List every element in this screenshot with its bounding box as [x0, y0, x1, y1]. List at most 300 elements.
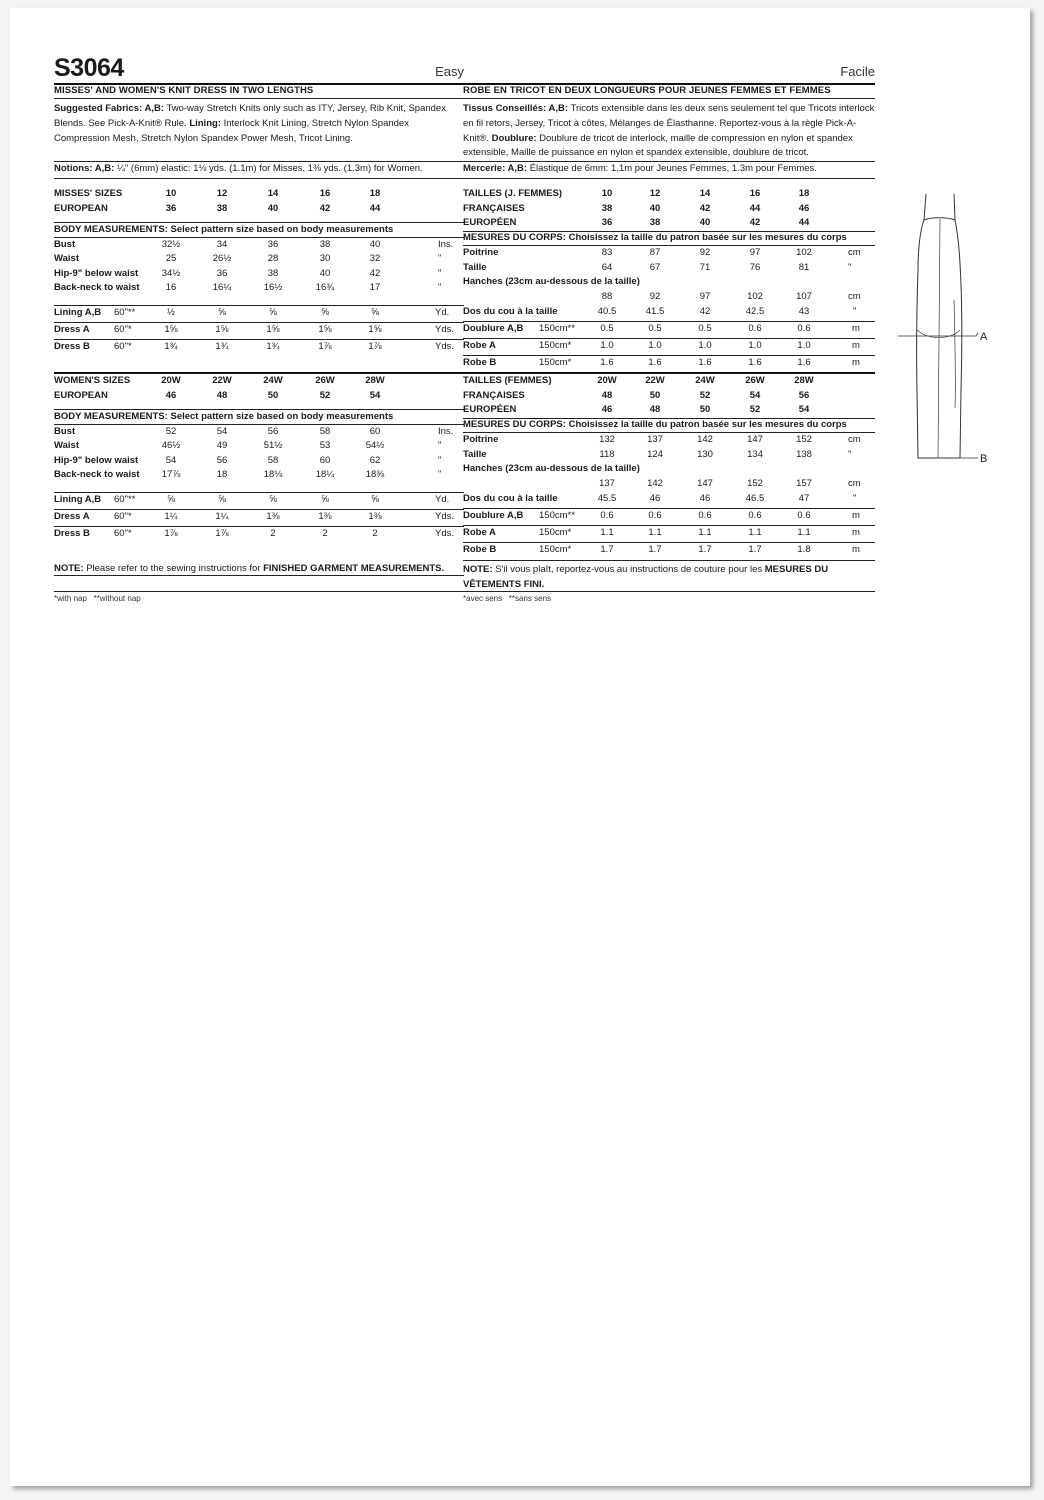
cell-value: 1.1 — [698, 526, 712, 538]
unit: " — [438, 469, 442, 481]
pattern-title: MISSES' AND WOMEN'S KNIT DRESS IN TWO LENGTHS — [54, 85, 314, 96]
sizes-row — [463, 375, 875, 389]
measurement-row — [54, 440, 464, 454]
unit: m — [852, 543, 860, 555]
cell-value: 1⅞ — [318, 340, 332, 352]
cell-value: 10 — [601, 188, 613, 199]
european-row — [54, 390, 464, 404]
pattern-title-fr: ROBE EN TRICOT EN DEUX LONGUEURS POUR JEUNES FEMMES ET FEMMES — [463, 85, 831, 96]
cell-value: 18 — [369, 188, 381, 199]
body-measurements-heading — [54, 224, 393, 235]
cell-value: 56 — [267, 425, 279, 437]
unit: cm — [848, 478, 861, 490]
cell-value: 14 — [267, 188, 279, 199]
measurement-row — [54, 426, 464, 440]
cell-value: 102 — [747, 291, 763, 303]
cell-value: 26W — [315, 375, 335, 386]
unit: cm — [848, 291, 861, 303]
row-label: Taille — [463, 261, 487, 273]
divider — [54, 409, 464, 410]
cell-value: 41.5 — [645, 305, 665, 317]
cell-value: 1.6 — [698, 356, 712, 368]
cell-value: 43 — [798, 305, 810, 317]
row-label: Hip-9" below waist — [54, 267, 139, 279]
row-label: Dress B — [54, 527, 90, 539]
cell-value: 34 — [216, 238, 228, 250]
body-measurements-heading — [54, 411, 393, 422]
row-label: EUROPEAN — [54, 202, 108, 214]
cell-value: ⅝ — [167, 493, 175, 505]
cell-value: 17 — [369, 282, 381, 294]
cell-value: 1.1 — [600, 526, 614, 538]
divider — [463, 542, 875, 543]
cell-value: 137 — [599, 478, 615, 490]
cell-value: 48 — [649, 404, 661, 415]
measurement-row — [54, 469, 464, 483]
european-row — [463, 217, 875, 231]
dress-line-drawing-icon — [898, 190, 1008, 480]
cell-value: 152 — [747, 478, 763, 490]
body-text: Select pattern size based on body measurements — [167, 410, 394, 422]
french-sizes-row — [463, 203, 875, 217]
cell-value: 40 — [649, 202, 661, 214]
cell-value: 32 — [369, 253, 381, 265]
cell-value: 54 — [798, 404, 810, 415]
row-label: Hip-9" below waist — [54, 454, 139, 466]
measurement-row — [463, 247, 875, 261]
cell-value: 40 — [267, 202, 279, 214]
cell-value: ⅝ — [269, 493, 277, 505]
cell-value: 16½ — [263, 282, 283, 294]
cell-value: 42 — [369, 267, 381, 279]
divider — [54, 322, 464, 323]
cell-value: 1.0 — [797, 339, 811, 351]
cell-value: 42 — [749, 217, 761, 228]
cell-value: 38 — [216, 202, 228, 214]
measurement-row — [54, 268, 464, 282]
cell-value: 56 — [798, 389, 810, 401]
cell-value: 38 — [601, 202, 613, 214]
fabric-width: 60"* — [114, 340, 132, 352]
divider — [54, 178, 464, 179]
cell-value: 50 — [699, 404, 711, 415]
note-bold-text: FINISHED GARMENT MEASUREMENTS. — [263, 563, 445, 574]
yardage-row — [463, 527, 875, 541]
cell-value: 71 — [699, 261, 711, 273]
cell-value: ⅝ — [218, 493, 226, 505]
back-neck-row — [463, 493, 875, 507]
note-label-fr: NOTE: — [463, 564, 493, 575]
unit: Yd. — [435, 493, 450, 505]
cell-value: 46.5 — [745, 492, 765, 504]
cell-value: 12 — [649, 188, 661, 199]
row-label: Bust — [54, 238, 76, 250]
cell-value: 0.6 — [797, 509, 811, 521]
cell-value: 1.7 — [698, 543, 712, 555]
hip-row — [463, 478, 875, 492]
cell-value: 1.7 — [600, 543, 614, 555]
cell-value: 118 — [599, 448, 615, 460]
row-label: Bust — [54, 425, 76, 437]
cell-value: 50 — [267, 389, 279, 401]
cell-value: 18¼ — [315, 469, 335, 481]
fabric-width: 60"* — [114, 323, 132, 335]
cell-value: 54 — [165, 454, 177, 466]
unit: " — [438, 267, 442, 279]
unit: m — [852, 356, 860, 368]
divider — [463, 178, 875, 179]
yardage-row — [463, 510, 875, 524]
sizes-row — [54, 188, 464, 202]
fabrics-text: Two-way Stretch Knits only such as ITY, Jersey, Rib Knit, Spandex Blends. See Pick-A-Knit® Rule. — [54, 103, 446, 129]
row-label: Dos du cou à la taille — [463, 492, 558, 504]
divider — [54, 424, 464, 425]
cell-value: 1⅝ — [215, 323, 229, 335]
pattern-number: S3064 — [54, 54, 124, 82]
row-label: Back-neck to waist — [54, 282, 140, 294]
divider — [463, 525, 875, 526]
suggested-fabrics — [54, 102, 464, 146]
cell-value: 28 — [267, 253, 279, 265]
cell-value: 1.6 — [797, 356, 811, 368]
cell-value: 26W — [745, 375, 765, 386]
cell-value: 54 — [369, 389, 381, 401]
cell-value: 1¾ — [266, 340, 280, 352]
cell-value: 1¾ — [215, 340, 229, 352]
cell-value: 54 — [216, 425, 228, 437]
row-label: Lining A,B — [54, 493, 102, 505]
cell-value: 52 — [165, 425, 177, 437]
fabrics-text-fr: Tricots extensible dans les deux sens seulement tel que Tricots interlock en fil retors, Jersey, Tricot à côtes, Mélanges de Élasthanne. Reportez-vous à la règle Pick-A-Knit®. — [463, 103, 875, 144]
row-label: Dress B — [54, 340, 90, 352]
cell-value: 44 — [798, 217, 810, 228]
row-label: EUROPEAN — [54, 389, 108, 401]
unit: Ins. — [438, 425, 454, 437]
unit: m — [852, 526, 860, 538]
unit: cm — [848, 434, 861, 445]
cell-value: 28W — [794, 375, 814, 386]
row-label: Dress A — [54, 323, 90, 335]
cell-value: 81 — [798, 261, 810, 273]
row-label: Lining A,B — [54, 306, 102, 318]
cell-value: 1¾ — [164, 340, 178, 352]
cell-value: 1¼ — [215, 510, 229, 522]
divider — [54, 98, 464, 99]
cell-value: 97 — [699, 291, 711, 303]
cell-value: 107 — [796, 291, 812, 303]
divider — [463, 372, 875, 374]
suggested-fabrics-fr — [463, 102, 875, 161]
cell-value: 44 — [749, 202, 761, 214]
unit: cm — [848, 247, 861, 258]
row-label: Taille — [463, 448, 487, 460]
note-label: NOTE: — [54, 563, 84, 574]
cell-value: 64 — [601, 261, 613, 273]
yardage-row — [54, 324, 464, 338]
cell-value: 1⅝ — [318, 323, 332, 335]
european-row — [54, 203, 464, 217]
sizes-row — [463, 188, 875, 202]
body-measurements-heading — [463, 419, 847, 430]
cell-value: 0.6 — [648, 509, 662, 521]
divider — [463, 591, 875, 592]
cell-value: 1¼ — [164, 510, 178, 522]
cell-value: 1.0 — [698, 339, 712, 351]
cell-value: 46 — [165, 389, 177, 401]
divider — [463, 245, 875, 246]
cell-value: 132 — [599, 434, 615, 445]
cell-value: 54 — [749, 389, 761, 401]
unit: " — [853, 492, 857, 504]
divider — [54, 591, 464, 592]
fabrics-label-fr: Tissus Conseillés: A,B: — [463, 103, 569, 114]
unit: " — [438, 454, 442, 466]
cell-value: 1.0 — [648, 339, 662, 351]
measurement-row — [463, 449, 875, 463]
body-label: BODY MEASUREMENTS: — [54, 410, 168, 422]
cell-value: 20W — [161, 375, 181, 386]
fabric-width: 60"** — [114, 306, 136, 318]
unit: " — [848, 448, 852, 460]
cell-value: 0.5 — [600, 322, 614, 334]
unit: Yds. — [435, 340, 455, 352]
cell-value: 52 — [319, 389, 331, 401]
cell-value: 92 — [699, 247, 711, 258]
row-label: EUROPÉEN — [463, 404, 517, 415]
unit: m — [852, 509, 860, 521]
pattern-envelope-back — [10, 8, 1030, 1486]
label-b: B — [980, 453, 988, 465]
cell-value: 60 — [369, 425, 381, 437]
cell-value: 58 — [319, 425, 331, 437]
cell-value: 10 — [165, 188, 177, 199]
cell-value: ⅝ — [371, 306, 379, 318]
center-seam — [938, 219, 940, 458]
cell-value: 1.7 — [648, 543, 662, 555]
cell-value: 51½ — [263, 440, 283, 452]
cell-value: 0.6 — [797, 322, 811, 334]
cell-value: 48 — [216, 389, 228, 401]
row-label: FRANÇAISES — [463, 202, 525, 214]
cell-value: 16¾ — [315, 282, 335, 294]
cell-value: 46½ — [161, 440, 181, 452]
measurement-row — [54, 239, 464, 253]
cell-value: 38 — [649, 217, 661, 228]
label-a: A — [980, 331, 988, 343]
yardage-row — [54, 341, 464, 355]
cell-value: 137 — [647, 434, 663, 445]
yardage-row — [54, 511, 464, 525]
cell-value: 24W — [263, 375, 283, 386]
footnote-fr: *avec sens **sans sens — [463, 594, 552, 603]
cell-value: 1⅞ — [368, 340, 382, 352]
cell-value: 49 — [216, 440, 228, 452]
cell-value: 28W — [365, 375, 385, 386]
measurement-row — [463, 434, 875, 448]
note-bold-text-fr: MESURES DU VÊTEMENTS FINI. — [463, 564, 829, 590]
unit: m — [852, 339, 860, 351]
divider — [54, 575, 464, 576]
cell-value: 1.6 — [748, 356, 762, 368]
fabric-width: 150cm* — [539, 339, 572, 351]
cell-value: 142 — [697, 434, 713, 445]
cell-value: 12 — [216, 188, 228, 199]
yardage-row — [54, 528, 464, 542]
divider — [54, 237, 464, 238]
cell-value: 1⅜ — [368, 510, 382, 522]
cell-value: 1.0 — [600, 339, 614, 351]
notions-fr — [463, 162, 817, 177]
cell-value: 18 — [798, 188, 810, 199]
cell-value: 0.6 — [748, 509, 762, 521]
cell-value: 22W — [645, 375, 665, 386]
unit: Yd. — [435, 306, 450, 318]
row-label: WOMEN'S SIZES — [54, 375, 131, 386]
cell-value: 16 — [749, 188, 761, 199]
unit: m — [852, 322, 860, 334]
cell-value: 157 — [796, 478, 812, 490]
footnote: *with nap **without nap — [54, 594, 141, 603]
unit: Yds. — [435, 323, 455, 335]
cell-value: 40 — [369, 238, 381, 250]
divider — [54, 339, 464, 340]
cell-value: 18⅜ — [365, 469, 385, 481]
cell-value: 32½ — [161, 238, 181, 250]
notions — [54, 162, 423, 177]
cell-value: 44 — [369, 202, 381, 214]
unit: " — [438, 253, 442, 265]
lining-label-fr: Doublure: — [491, 132, 537, 144]
divider — [463, 98, 875, 99]
hip-label: Hanches (23cm au-dessous de la taille) — [463, 276, 640, 288]
cell-value: 1.6 — [600, 356, 614, 368]
cell-value: 48 — [601, 389, 613, 401]
unit: " — [853, 305, 857, 317]
cell-value: 88 — [601, 291, 613, 303]
dress-sketch-svg — [898, 190, 1008, 480]
divider — [463, 338, 875, 339]
notions-text: ¼" (6mm) elastic: 1⅛ yds. (1.1m) for Misses, 1⅜ yds. (1.3m) for Women. — [116, 163, 423, 174]
cell-value: 97 — [749, 247, 761, 258]
unit: " — [848, 261, 852, 273]
divider — [463, 355, 875, 356]
row-label: TAILLES (J. FEMMES) — [463, 188, 563, 199]
cell-value: 40 — [319, 267, 331, 279]
row-label: TAILLES (FEMMES) — [463, 375, 552, 386]
cell-value: 138 — [796, 448, 812, 460]
cell-value: 38 — [267, 267, 279, 279]
divider — [54, 492, 464, 493]
cell-value: ⅝ — [269, 306, 277, 318]
cell-value: 16 — [319, 188, 331, 199]
cell-value: 67 — [649, 261, 661, 273]
cell-value: 2 — [322, 527, 328, 539]
cell-value: 58 — [267, 454, 279, 466]
fabric-width: 150cm** — [539, 322, 575, 334]
body-text: Choisissez la taille du patron basée sur les mesures du corps — [565, 232, 847, 243]
unit: Ins. — [438, 238, 454, 250]
yardage-row — [54, 494, 464, 508]
unit: " — [438, 440, 442, 452]
row-label: Poitrine — [463, 434, 499, 445]
cell-value: ½ — [167, 306, 175, 318]
notions-label: Notions: A,B: — [54, 163, 115, 174]
divider — [54, 372, 464, 374]
divider — [54, 305, 464, 306]
side-seam — [954, 300, 955, 408]
cell-value: 14 — [699, 188, 711, 199]
cell-value: 1.1 — [748, 526, 762, 538]
cell-value: 45.5 — [597, 492, 617, 504]
body-text: Select pattern size based on body measurements — [167, 223, 394, 235]
cell-value: ⅝ — [371, 493, 379, 505]
cell-value: 36 — [601, 217, 613, 228]
row-label: Robe B — [463, 356, 497, 368]
cell-value: 1.0 — [748, 339, 762, 351]
cell-value: 1.1 — [797, 526, 811, 538]
row-label: Dos du cou à la taille — [463, 305, 558, 317]
right-strap — [954, 194, 955, 220]
cell-value: 24W — [695, 375, 715, 386]
measurement-row — [54, 455, 464, 469]
divider — [54, 526, 464, 527]
divider — [463, 432, 875, 433]
cell-value: 40 — [699, 217, 711, 228]
cell-value: 42 — [699, 202, 711, 214]
fabrics-label: Suggested Fabrics: A,B: — [54, 103, 164, 114]
notions-text-fr: Élastique de 6mm: 1.1m pour Jeunes Femmes, 1.3m pour Femmes. — [529, 163, 817, 174]
cell-value: 40.5 — [597, 305, 617, 317]
cell-value: 25 — [165, 253, 177, 265]
fabric-width: 60"* — [114, 510, 132, 522]
unit: Yds. — [435, 510, 455, 522]
cell-value: 56 — [216, 454, 228, 466]
cell-value: 22W — [212, 375, 232, 386]
fabric-width: 150cm** — [539, 509, 575, 521]
cell-value: 36 — [267, 238, 279, 250]
unit: " — [438, 282, 442, 294]
note-fr — [463, 563, 868, 592]
cell-value: 83 — [601, 247, 613, 258]
row-label: Doublure A,B — [463, 322, 524, 334]
yardage-row — [54, 307, 464, 321]
body-text: Choisissez la taille du patron basée sur les mesures du corps — [565, 419, 847, 430]
fabric-width: 60"** — [114, 493, 136, 505]
divider — [463, 508, 875, 509]
cell-value: 46 — [649, 492, 661, 504]
cell-value: 1⅜ — [266, 510, 280, 522]
cell-value: 16 — [165, 282, 177, 294]
cell-value: 36 — [216, 267, 228, 279]
cell-value: 76 — [749, 261, 761, 273]
cell-value: 50 — [649, 389, 661, 401]
cell-value: 2 — [372, 527, 378, 539]
divider — [463, 560, 875, 561]
cell-value: 34½ — [161, 267, 181, 279]
cell-value: 1.1 — [648, 526, 662, 538]
fabric-width: 150cm* — [539, 543, 572, 555]
row-label: FRANÇAISES — [463, 389, 525, 401]
cell-value: 1⅜ — [318, 510, 332, 522]
row-label: Robe A — [463, 339, 496, 351]
cell-value: 1⅝ — [368, 323, 382, 335]
cell-value: 46 — [798, 202, 810, 214]
cell-value: 52 — [749, 404, 761, 415]
european-row — [463, 404, 875, 418]
cell-value: 87 — [649, 247, 661, 258]
cell-value: 1⅞ — [164, 527, 178, 539]
cell-value: 147 — [697, 478, 713, 490]
